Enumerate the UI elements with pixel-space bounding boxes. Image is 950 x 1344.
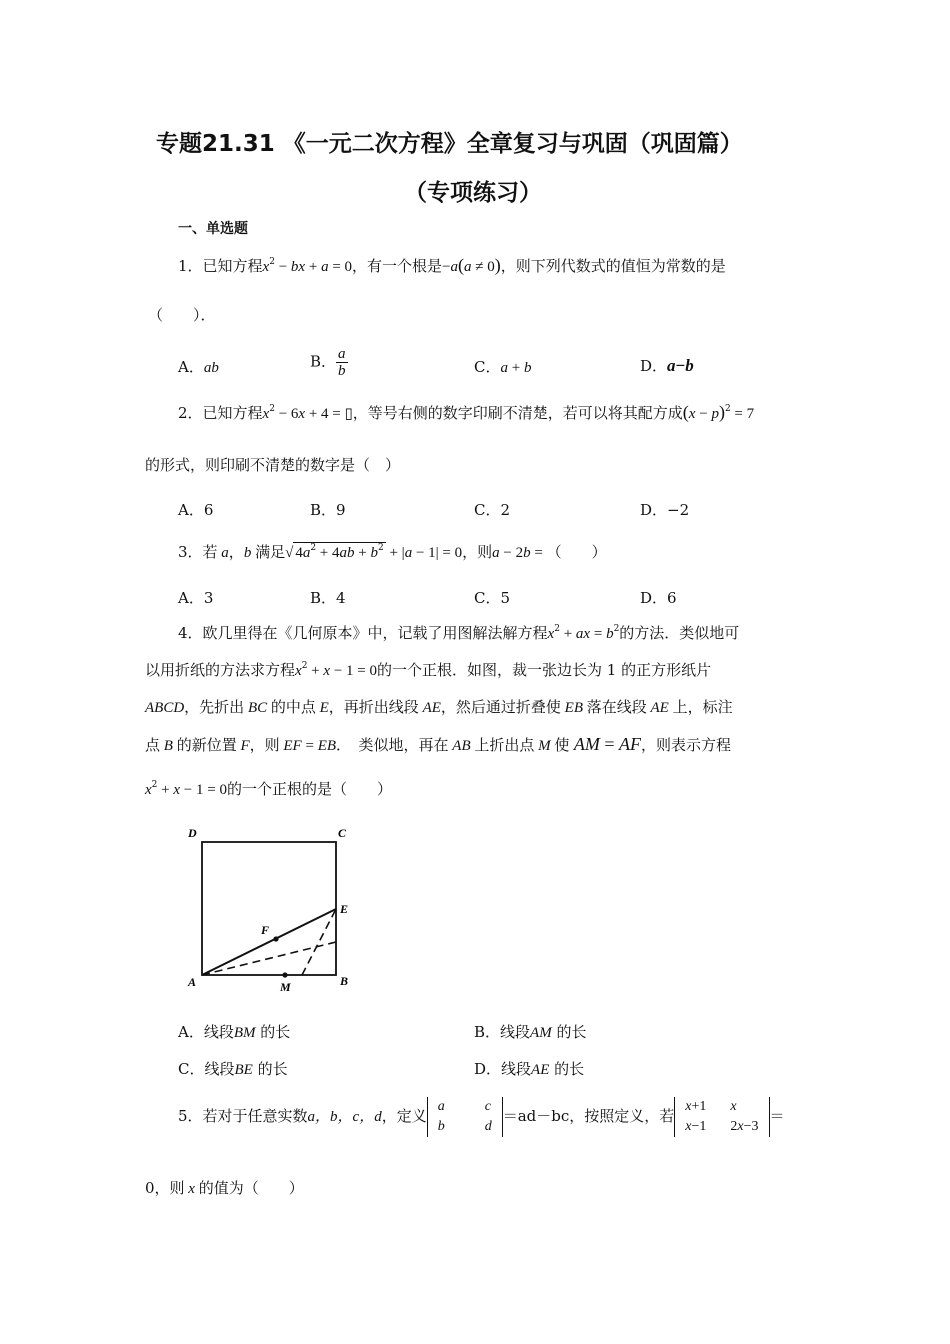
q1-option-b: B． $\frac{a}{b}$ — [310, 346, 346, 379]
q1-option-d: D．a−b — [640, 356, 694, 375]
label-f: F — [261, 923, 270, 937]
q3-option-a: A．3 — [178, 589, 214, 607]
label-a: A — [188, 975, 197, 989]
question-4-line5: $x^2 + x - 1 = 0$的一个正根的是（ ） — [145, 780, 392, 798]
q5-line2: 0，则 x 的值为（ ） — [145, 1179, 304, 1197]
q1-pre: 1．已知方程 — [178, 257, 263, 275]
q2-mid: ，等号右侧的数字印刷不清楚，若可以将其配方成 — [352, 404, 683, 422]
q4-option-d: D．线段AE 的长 — [474, 1060, 585, 1078]
q3-option-b: B．4 — [310, 589, 346, 607]
q1-post: ，则下列代数式的值恒为常数的是 — [500, 257, 726, 275]
fold-line-2 — [302, 909, 336, 975]
page-title: 专题21.31 《一元二次方程》全章复习与巩固（巩固篇） — [156, 131, 743, 157]
q2-line2: 的形式，则印刷不清楚的数字是（ ） — [145, 456, 401, 474]
q3-option-d: D．6 — [640, 589, 677, 607]
q2-option-d: D．−2 — [640, 501, 690, 519]
question-4-line4: 点 B 的新位置 F，则 EF = EB． 类似地，再在 AB 上折出点 M 使 AM = AF，则表示方程 — [145, 734, 732, 754]
q2-option-a: A．6 — [178, 501, 214, 519]
label-c: C — [338, 826, 347, 840]
question-5: 5．若对于任意实数a，b，c，d，定义 a c b d ＝ad－bc，按照定义，若 x+1 x x−1 2x−3 ＝ — [178, 1097, 785, 1137]
segment-ae — [202, 909, 336, 975]
square-abcd — [202, 842, 336, 975]
q3-option-c: C．5 — [474, 589, 511, 607]
point-m — [282, 972, 287, 977]
q4-option-c: C．线段BE 的长 — [178, 1060, 288, 1078]
page-subtitle: （专项练习） — [404, 180, 542, 206]
q2-option-b: B．9 — [310, 501, 346, 519]
point-f — [273, 936, 278, 941]
q2-option-c: C．2 — [474, 501, 511, 519]
label-e: E — [340, 902, 349, 916]
folding-figure — [180, 822, 360, 997]
section-heading: 一、单选题 — [178, 221, 248, 237]
question-4-line3: ABCD，先折出 BC 的中点 E，再折出线段 AE，然后通过折叠使 EB 落在线段 AE 上，标注 — [145, 698, 733, 716]
q2-pre: 2．已知方程 — [178, 404, 263, 422]
question-1: 1．已知方程$x^2$ − bx + a = 0，有一个根是−a(a ≠ 0)，则下列代数式的值恒为常数的是 — [178, 255, 726, 275]
q4-option-b: B．线段AM 的长 — [474, 1023, 587, 1041]
q1-option-c: C．a + b — [474, 358, 532, 376]
q4-option-a: A．线段BM 的长 — [178, 1023, 291, 1041]
q1-blank: （ ）． — [148, 306, 216, 324]
question-4-line1: 4．欧几里得在《几何原本》中，记载了用图解法解方程$x^2$ + ax = $b^2$的方法．类似地可 — [178, 624, 740, 642]
label-m: M — [280, 980, 291, 994]
question-3: 3．若 a，b 满足√ $4a^2 + 4ab + b^2 + |a - 1| = 0$，则a − 2b = （ ） — [178, 543, 607, 561]
label-b: B — [340, 974, 349, 988]
question-2: 2．已知方程$x^2 - 6x + 4$ = ▯，等号右侧的数字印刷不清楚，若可以将其配方成$(x - p)^2 = 7$ — [178, 402, 755, 422]
q1-mid: ，有一个根是 — [352, 257, 443, 275]
q1-option-a: A．ab — [178, 358, 219, 376]
question-4-line2: 以用折纸的方法求方程$x^2 + x - 1 = 0$的一个正根．如图，裁一张边长为 1 的正方形纸片 — [145, 661, 712, 679]
label-d: D — [188, 826, 197, 840]
